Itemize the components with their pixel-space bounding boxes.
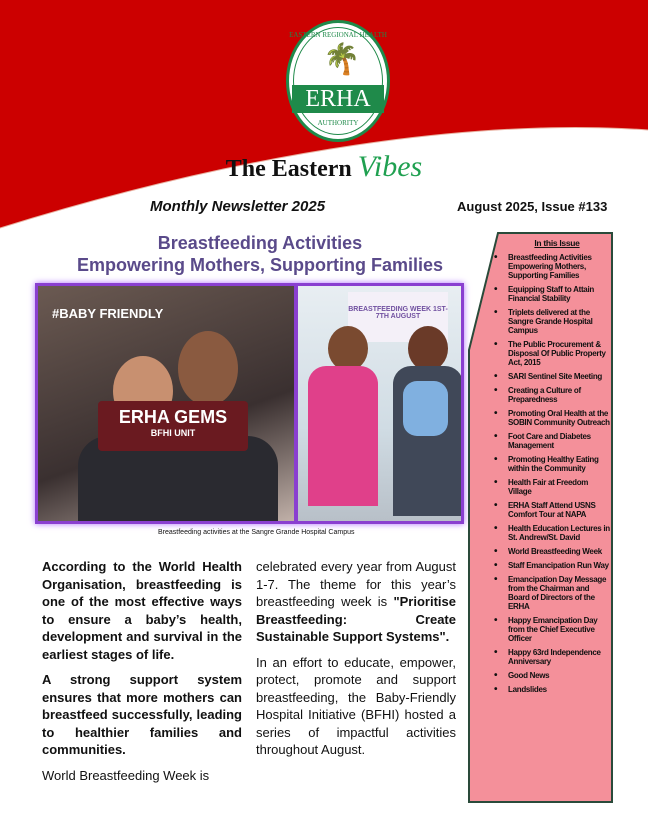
toc-item[interactable]: • ERHA Staff Attend USNS Comfort Tour at NAPA <box>494 501 610 519</box>
erha-logo <box>286 20 390 142</box>
issue-number: August 2025, Issue #133 <box>457 199 608 214</box>
erha-gems-sign <box>98 401 248 451</box>
theme-text: "Prioritise Breastfeeding: Create Sustainable Support Systems". <box>256 594 456 644</box>
article-column-1 <box>42 558 242 792</box>
logo-text-top: EASTERN REGIONAL HEALTH <box>289 31 387 39</box>
toc-item[interactable]: • Landslides <box>494 685 610 694</box>
toc-item[interactable]: • Happy 63rd Independence Anniversary <box>494 648 610 666</box>
title-vibes: Vibes <box>357 150 423 183</box>
toc-item[interactable]: • The Public Procurement & Disposal Of Public Property Act, 2015 <box>494 340 610 367</box>
palm-tree-icon: 🌴 <box>323 43 361 76</box>
headline-line-2: Empowering Mothers, Supporting Families <box>76 255 444 275</box>
breastfeeding-week-banner: BREASTFEEDING WEEK 1ST-7TH AUGUST <box>348 292 448 342</box>
article-photos <box>35 283 464 524</box>
photo-breastfeeding-week <box>298 286 461 521</box>
newsletter-subtitle: Monthly Newsletter 2025 <box>150 198 326 215</box>
toc-item[interactable]: • Triplets delivered at the Sangre Grande Hospital Campus <box>494 308 610 335</box>
logo-text-center: ERHA <box>292 85 384 113</box>
table-of-contents <box>494 238 610 699</box>
title-main: The Eastern <box>225 156 352 182</box>
newsletter-title <box>0 150 648 184</box>
toc-item[interactable]: • Good News <box>494 671 610 680</box>
logo-text-bottom: AUTHORITY <box>317 119 359 127</box>
toc-item[interactable]: • Equipping Staff to Attain Financial Stability <box>494 285 610 303</box>
paragraph: According to the World Health Organisation, breastfeeding is one of the most effective ways to ensure a baby’s health, development and survival in the earliest stages of life. <box>42 559 242 662</box>
paragraph: A strong support system ensures that more mothers can breastfeed successfully, leading to healthier families and communities. <box>42 672 242 757</box>
toc-item[interactable]: • Emancipation Day Message from the Chairman and Board of Directors of the ERHA <box>494 575 610 611</box>
toc-item[interactable]: • Health Fair at Freedom Village <box>494 478 610 496</box>
headline-line-1: Breastfeeding Activities <box>157 233 363 253</box>
sign-baby-friendly: #BABY FRIENDLY <box>52 306 164 321</box>
toc-item[interactable]: • World Breastfeeding Week <box>494 547 610 556</box>
photo-caption: Breastfeeding activities at the Sangre Grande Hospital Campus <box>158 529 355 536</box>
toc-item[interactable]: • Foot Care and Diabetes Management <box>494 432 610 450</box>
sign-unit-text: BFHI UNIT <box>150 428 196 438</box>
paragraph <box>256 558 456 646</box>
toc-item[interactable]: • Staff Emancipation Run Way <box>494 561 610 570</box>
article-column-2 <box>256 558 456 767</box>
toc-item[interactable]: • SARI Sentinel Site Meeting <box>494 372 610 381</box>
paragraph: World Breastfeeding Week is <box>42 767 210 783</box>
paragraph: In an effort to educate, empower, protect, promote and support breastfeeding, the Baby-Friendly Hospital Initiative (BFHI) hosted a series of impactful activities throughout August. <box>256 654 456 757</box>
toc-item[interactable]: • Promoting Oral Health at the SOBIN Community Outreach <box>494 409 610 427</box>
photo-baby-friendly-frame <box>38 286 294 521</box>
theme-intro: celebrated every year from August 1-7. The theme for this year’s breastfeeding week is <box>256 559 456 609</box>
toc-heading: In this Issue <box>534 238 580 248</box>
toc-item[interactable]: • Health Education Lectures in St. Andrew/St. David <box>494 524 610 542</box>
toc-item[interactable]: • Happy Emancipation Day from the Chief Executive Officer <box>494 616 610 643</box>
article-headline <box>40 232 480 276</box>
toc-item[interactable]: • Creating a Culture of Preparedness <box>494 386 610 404</box>
sign-gems-text: ERHA GEMS <box>118 407 228 427</box>
toc-item[interactable]: • Breastfeeding Activities Empowering Mothers, Supporting Families <box>494 253 610 280</box>
toc-item[interactable]: • Promoting Healthy Eating within the Community <box>494 455 610 473</box>
